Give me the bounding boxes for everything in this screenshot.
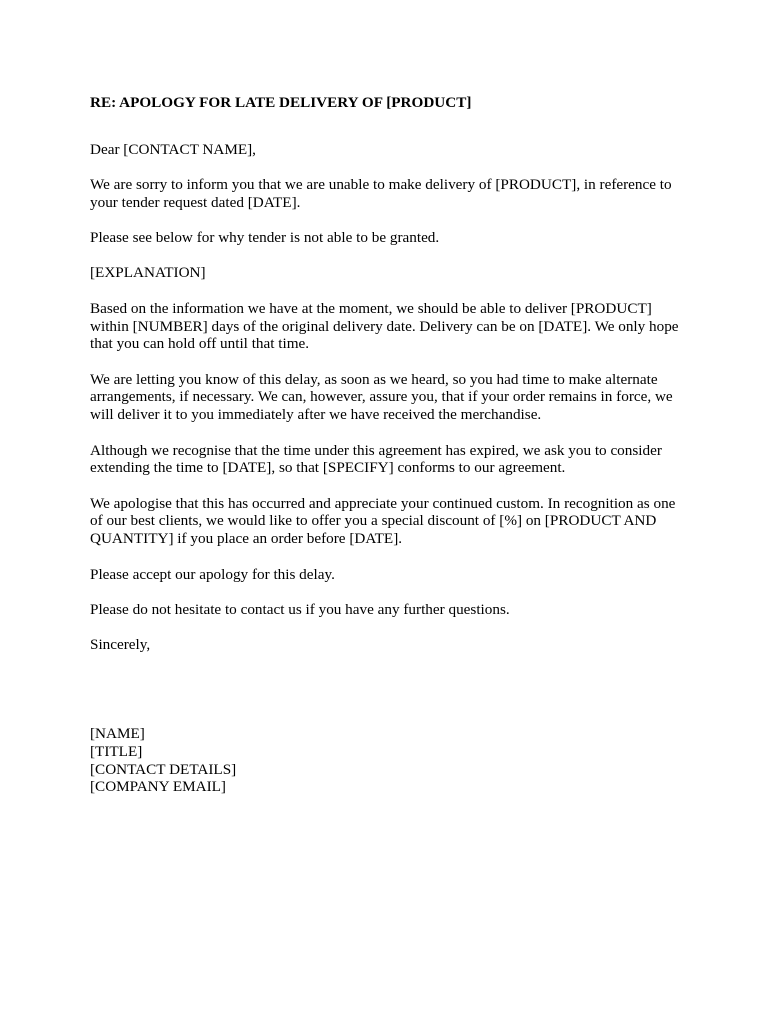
paragraph-unable-to-deliver: We are sorry to inform you that we are unable to make delivery of [PRODUCT], in reference to your tender request dated [DATE]. (90, 176, 672, 211)
letter-page (90, 94, 690, 796)
signature-contact-details: [CONTACT DETAILS] (90, 760, 237, 778)
paragraph-delay-notice: We are letting you know of this delay, as soon as we heard, so you had time to make alternate arrangements, if necessary. We can, however, assure you, that if your order remains in force, we will deliver it to you immediately after we have received the merchandise. (90, 370, 673, 424)
signature-title: [TITLE] (90, 742, 143, 760)
paragraph-explanation: [EXPLANATION] (90, 264, 206, 282)
paragraph-see-below: Please see below for why tender is not able to be granted. (90, 229, 440, 247)
paragraph-extension-request: Although we recognise that the time under this agreement has expired, we ask you to consider extending the time to [DATE], so that [SPECIFY] conforms to our agreement. (90, 441, 662, 477)
letter-salutation: Dear [CONTACT NAME], (90, 140, 256, 158)
signature-block (90, 725, 690, 796)
paragraph-contact-us: Please do not hesitate to contact us if you have any further questions. (90, 600, 510, 618)
signature-company-email: [COMPANY EMAIL] (90, 778, 226, 796)
paragraph-discount-offer: We apologise that this has occurred and appreciate your continued custom. In recognition as one of our best clients, we would like to offer you a special discount of [%] on [PRODUCT AND QUANTITY] if you place an order before [DATE]. (90, 494, 676, 548)
paragraph-apology: Please accept our apology for this delay. (90, 565, 335, 583)
signature-name: [NAME] (90, 724, 145, 742)
paragraph-delivery-estimate: Based on the information we have at the moment, we should be able to deliver [PRODUCT] within [NUMBER] days of the original delivery date. Delivery can be on [DATE]. We only hope that you can hold off until that time. (90, 299, 679, 353)
letter-closing: Sincerely, (90, 636, 151, 654)
letter-subject: RE: APOLOGY FOR LATE DELIVERY OF [PRODUCT] (90, 94, 472, 111)
